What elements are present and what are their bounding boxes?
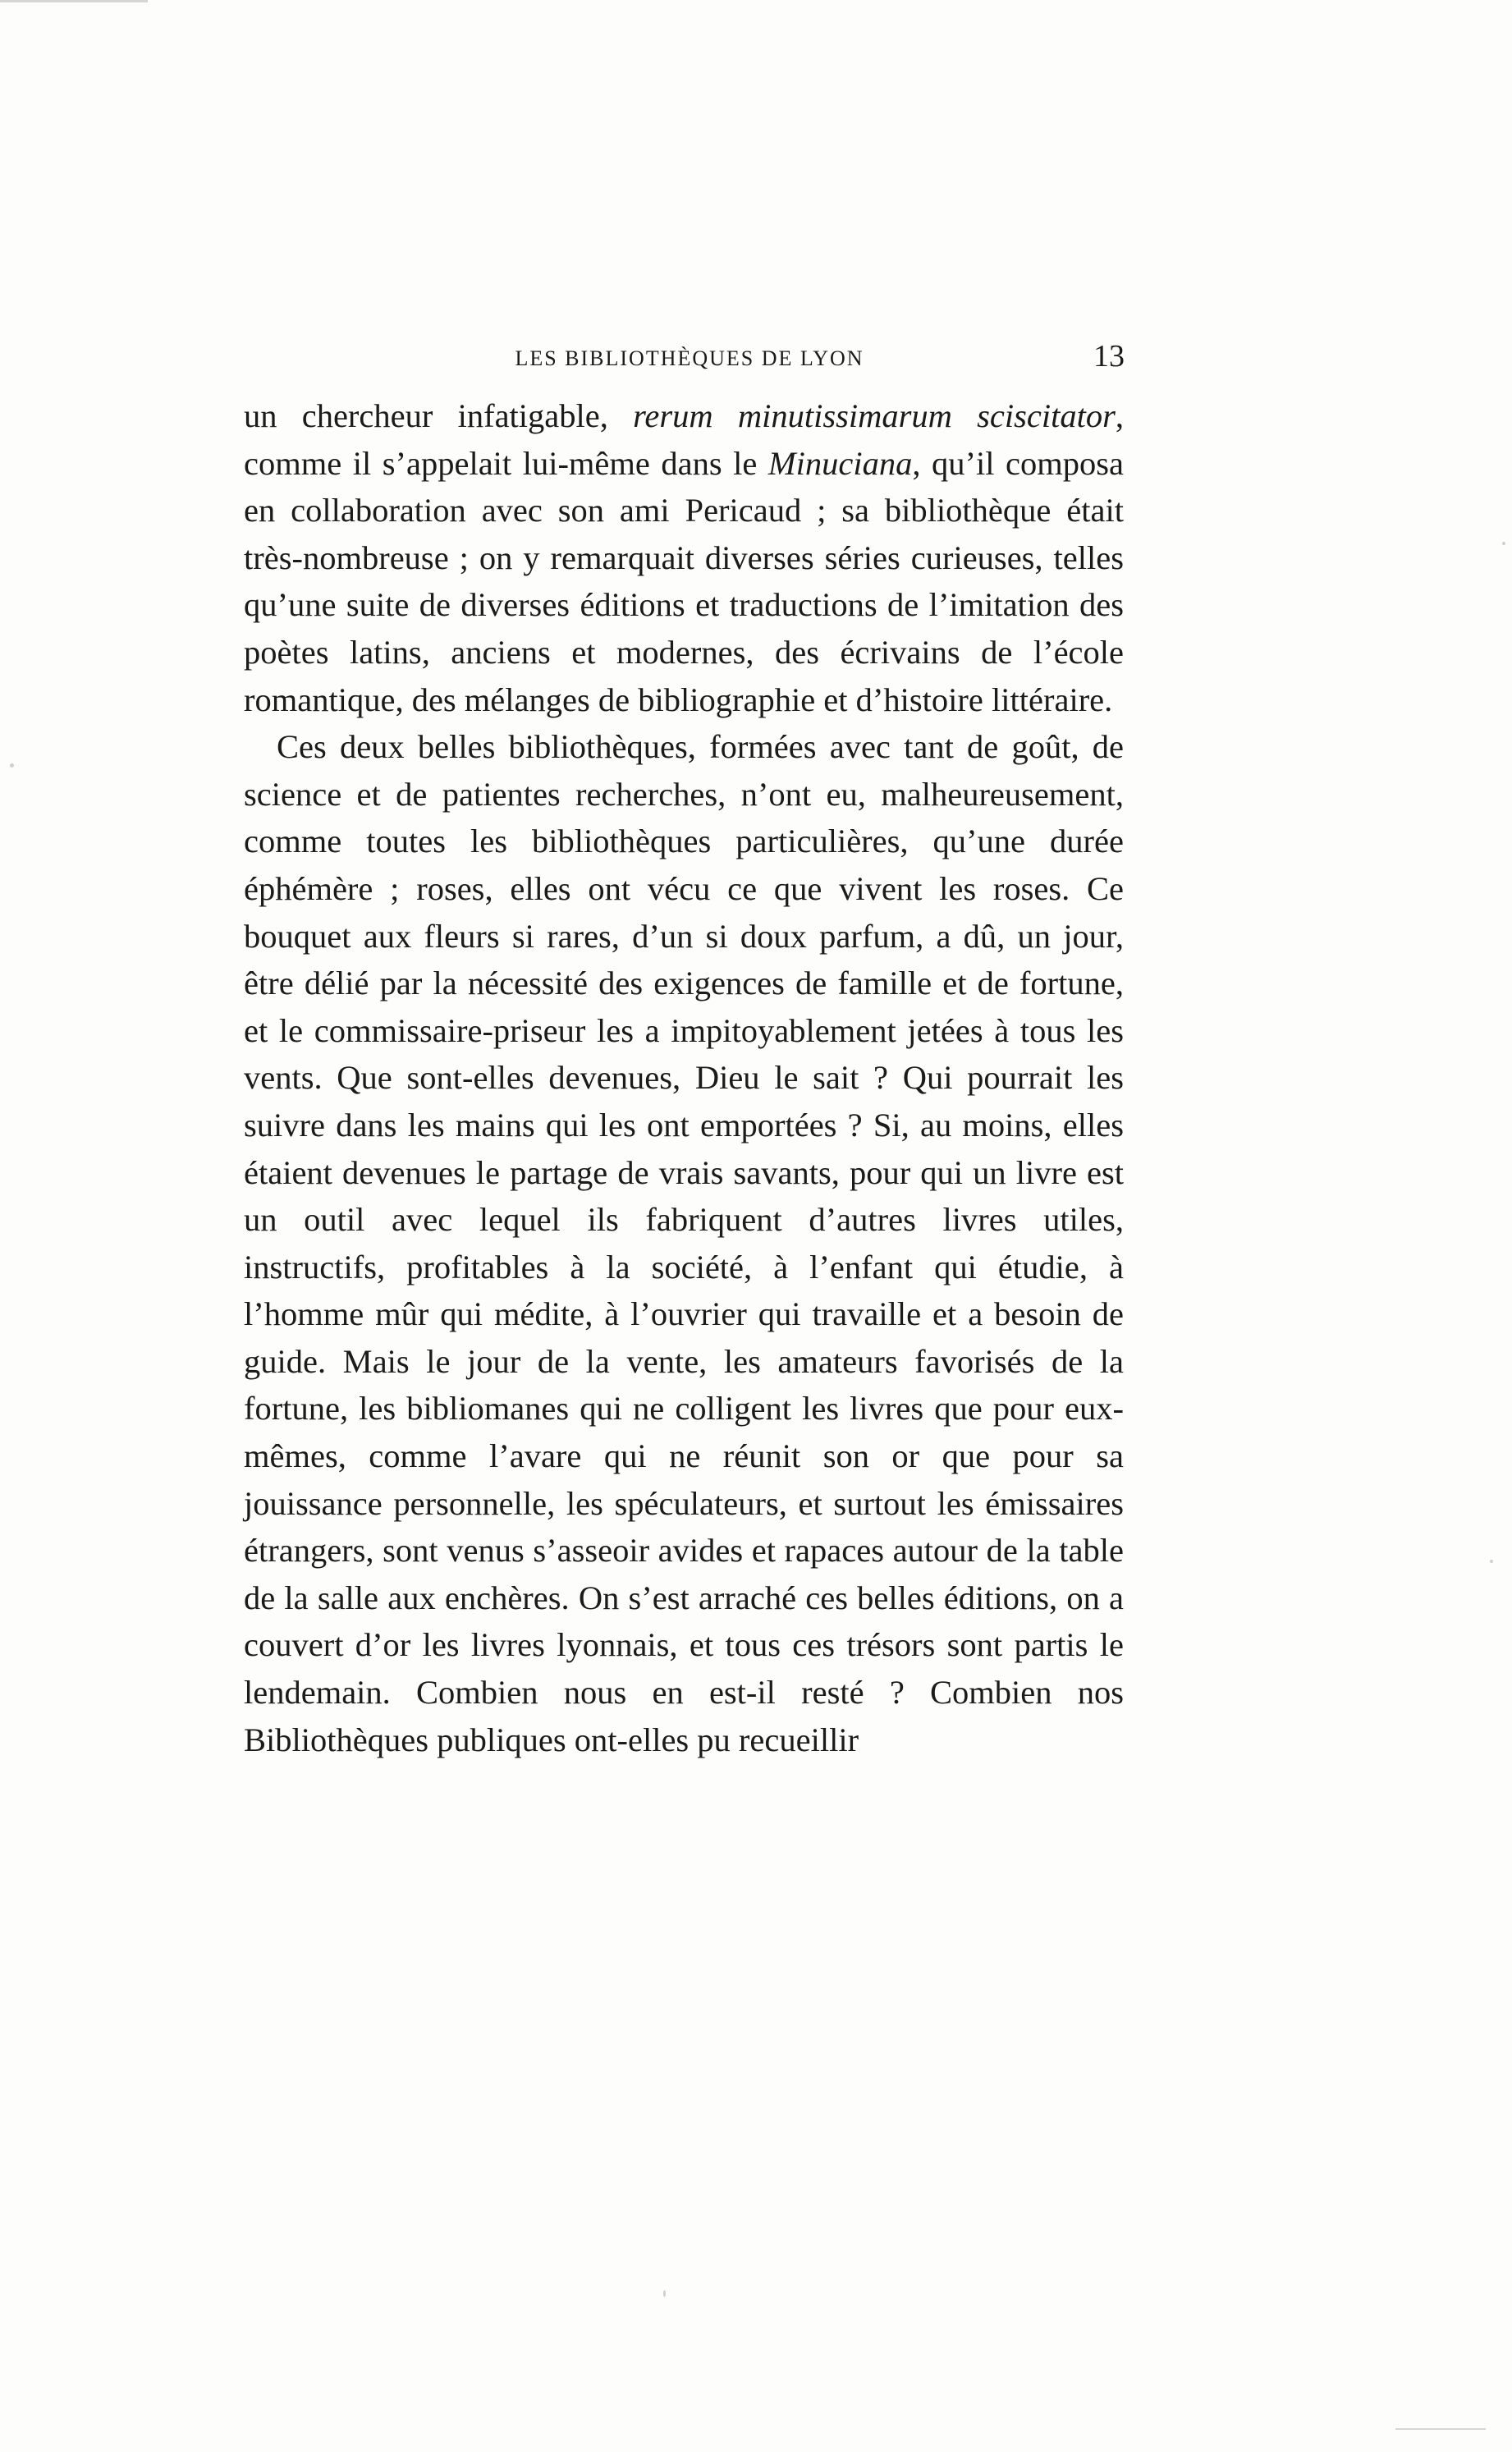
body-text	[244, 392, 1124, 1763]
paragraph-1-text: , comme il s’appelait lui-même dans le	[244, 397, 1124, 482]
scan-edge-mark	[0, 0, 148, 2]
scan-speck	[1490, 1560, 1493, 1563]
scan-speck	[1502, 542, 1505, 545]
scan-speck	[663, 2290, 666, 2297]
running-head	[242, 338, 1137, 379]
paragraph-1-text: un chercheur infatigable,	[244, 397, 634, 434]
scan-speck	[10, 763, 14, 768]
paragraph-1	[244, 392, 1124, 723]
paragraph-2-text: Ces deux belles bibliothèques, formées avec tant de goût, de science et de patientes recherches, n’ont eu, malheureusement, comme toutes les bibliothèques particulières, qu’une durée éphémère ; roses, elles ont vécu ce que vivent les roses. Ce bouquet aux fleurs si rares, d’un si doux parfum, a dû, un jour, être délié par la nécessité des exigences de famille et de fortune, et le commissaire-priseur les a impitoyablement jetées à tous les vents. Que sont-elles devenues, Dieu le sait ? Qui pourrait les suivre dans les mains qui les ont emportées ? Si, au moins, elles étaient devenues le partage de vrais savants, pour qui un livre est un outil avec lequel ils fabriquent d’autres livres utiles, instructifs, profitables à la société, à l’enfant qui étudie, à l’homme mûr qui médite, à l’ouvrier qui travaille et a besoin de guide. Mais le jour de la vente, les amateurs favorisés de la fortune, les bibliomanes qui ne colligent les livres que pour eux-mêmes, comme l’avare qui ne réunit son or que pour sa jouissance personnelle, les spéculateurs, et surtout les émissaires étrangers, sont venus s’asseoir avides et rapaces autour de la table de la salle aux enchères. On s’est arraché ces belles éditions, on a couvert d’or les livres lyonnais, et tous ces trésors sont partis le lendemain. Combien nous en est-il resté ? Combien nos Bibliothèques publiques ont-elles pu recueillir	[244, 728, 1124, 1758]
book-title-minuciana: Minuciana	[767, 444, 913, 482]
paragraph-2	[244, 723, 1124, 1763]
latin-phrase: rerum minutissimarum sciscitator	[633, 397, 1116, 434]
running-title: LES BIBLIOTHÈQUES DE LYON	[515, 346, 864, 370]
paragraph-1-text: , qu’il composa en collaboration avec son ami Pericaud ; sa bibliothèque était très-nombreuse ; on y remarquait diverses séries curieuses, telles qu’une suite de diverses éditions et traductions de l’imitation des poètes latins, anciens et modernes, des écrivains de l’école romantique, des mélanges de bibliographie et d’histoire littéraire.	[244, 444, 1124, 718]
page-number: 13	[1093, 339, 1125, 374]
scan-edge-mark	[1395, 2428, 1486, 2430]
